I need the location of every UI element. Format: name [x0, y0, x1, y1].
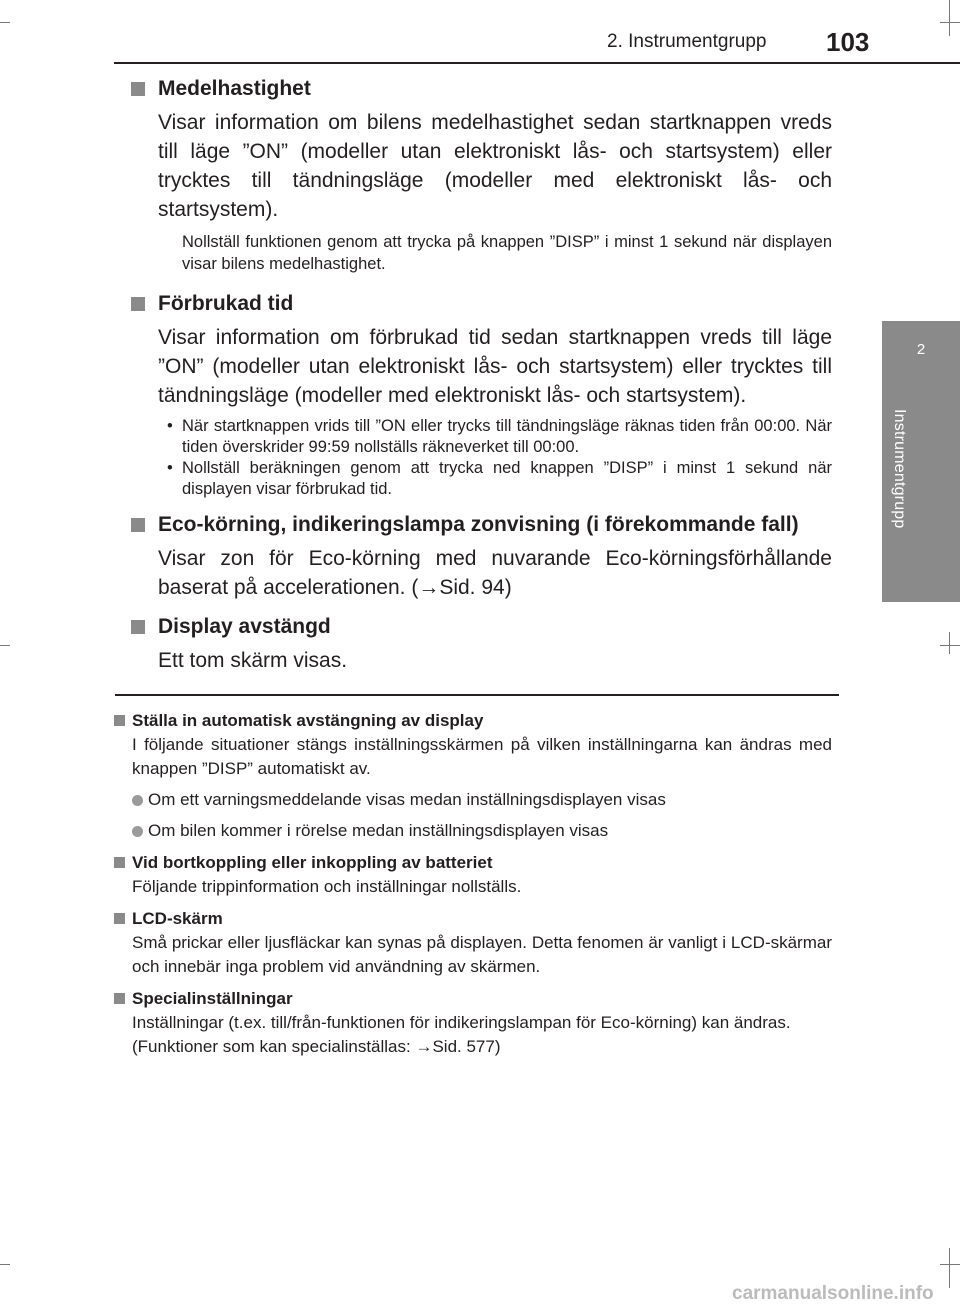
section-square-icon: [131, 82, 145, 96]
chapter-label: Instrumentgrupp: [891, 409, 908, 529]
header-rule: [114, 62, 960, 64]
chapter-side-tab: [882, 321, 960, 602]
bullet-dot-icon: •: [167, 459, 173, 477]
note-block: [114, 987, 832, 1059]
section-body: Visar zon för Eco-körning med nuvarande Eco-körningsförhållande baserat på accelerationen. (→Sid. 94): [158, 547, 832, 599]
crop-mark: [940, 22, 960, 23]
section-display-avstangd: [131, 612, 832, 675]
main-content: [131, 74, 832, 675]
crop-mark: [949, 0, 950, 36]
note-square-icon: [114, 993, 125, 1004]
page-number: 103: [826, 27, 870, 57]
note-body: I följande situationer stängs inställningsskärmen på vilken inställningarna kan ändras med knappen ”DISP” automatiskt av.: [132, 735, 832, 778]
header-section-title: 2. Instrumentgrupp: [607, 31, 767, 52]
section-body: Visar information om förbrukad tid sedan startknappen vreds till läge ”ON” (modeller utan elektroniskt lås- och startsystem) eller trycktes till tändningsläge (modeller med elektroniskt lås- och startsystem).: [158, 326, 832, 407]
section-square-icon: [131, 620, 145, 634]
divider-rule: [115, 694, 839, 696]
note-list-item: Om ett varningsmeddelande visas medan inställningsdisplayen visas: [114, 788, 832, 812]
bullet-item: • När startknappen vrids till ”ON eller trycks till tändningsläge räknas tiden från 00:00. När tiden överskrider 99:59 nollställs räkneverket till 00:00.: [167, 417, 832, 456]
note-title: LCD-skärm: [132, 909, 223, 928]
crop-mark: [0, 1264, 10, 1265]
circle-bullet-icon: [132, 826, 143, 837]
notes-area: [114, 709, 832, 1059]
note-block: [114, 851, 832, 899]
bullet-dot-icon: •: [167, 417, 173, 435]
watermark-link[interactable]: carmanualsonline.info: [732, 1283, 934, 1304]
note-list-item: Om bilen kommer i rörelse medan inställningsdisplayen visas: [114, 819, 832, 843]
note-square-icon: [114, 715, 125, 726]
crop-mark: [940, 645, 960, 646]
note-title: Ställa in automatisk avstängning av display: [132, 711, 484, 730]
note-title: Vid bortkoppling eller inkoppling av batteriet: [132, 853, 493, 872]
bullet-item: • Nollställ beräkningen genom att trycka ned knappen ”DISP” i minst 1 sekund när displayen visar förbrukad tid.: [167, 459, 832, 498]
crop-mark: [940, 1264, 960, 1265]
circle-bullet-icon: [132, 795, 143, 806]
note-square-icon: [114, 913, 125, 924]
section-body: Visar information om bilens medelhastighet sedan startknappen vreds till läge ”ON” (modeller utan elektroniskt lås- och startsystem) eller trycktes till tändningsläge (modeller med elektroniskt lås- och startsystem).: [158, 111, 832, 221]
note-block: [114, 907, 832, 979]
section-body: Ett tom skärm visas.: [158, 649, 348, 672]
section-title: Eco-körning, indikeringslampa zonvisning (i förekommande fall): [158, 513, 799, 536]
section-medelhastighet: [131, 74, 832, 275]
note-body: Följande trippinformation och inställningar nollställs.: [132, 877, 522, 896]
section-square-icon: [131, 297, 145, 311]
note-body-reference: (Funktioner som kan specialinställas: →Sid. 577): [132, 1037, 501, 1056]
chapter-number: 2: [916, 341, 926, 358]
section-title: Medelhastighet: [158, 77, 311, 100]
section-eco-korning: [131, 510, 832, 602]
crop-mark: [0, 22, 10, 23]
section-title: Förbrukad tid: [158, 292, 294, 315]
section-forbrukad-tid: [131, 289, 832, 500]
section-note: Nollställ funktionen genom att trycka på knappen ”DISP” i minst 1 sekund när displayen visar bilens medelhastighet.: [182, 233, 832, 273]
section-title: Display avstängd: [158, 615, 331, 638]
note-title: Specialinställningar: [132, 989, 293, 1008]
note-body: Inställningar (t.ex. till/från-funktionen för indikeringslampan för Eco-körning) kan ändras.: [132, 1013, 791, 1032]
note-block: [114, 709, 832, 843]
crop-mark: [949, 1248, 950, 1288]
crop-mark: [949, 632, 950, 654]
section-square-icon: [131, 518, 145, 532]
crop-mark: [0, 645, 10, 646]
note-body: Små prickar eller ljusfläckar kan synas på displayen. Detta fenomen är vanligt i LCD-skärmar och innebär inga problem vid användning av skärmen.: [132, 933, 832, 976]
note-square-icon: [114, 857, 125, 868]
